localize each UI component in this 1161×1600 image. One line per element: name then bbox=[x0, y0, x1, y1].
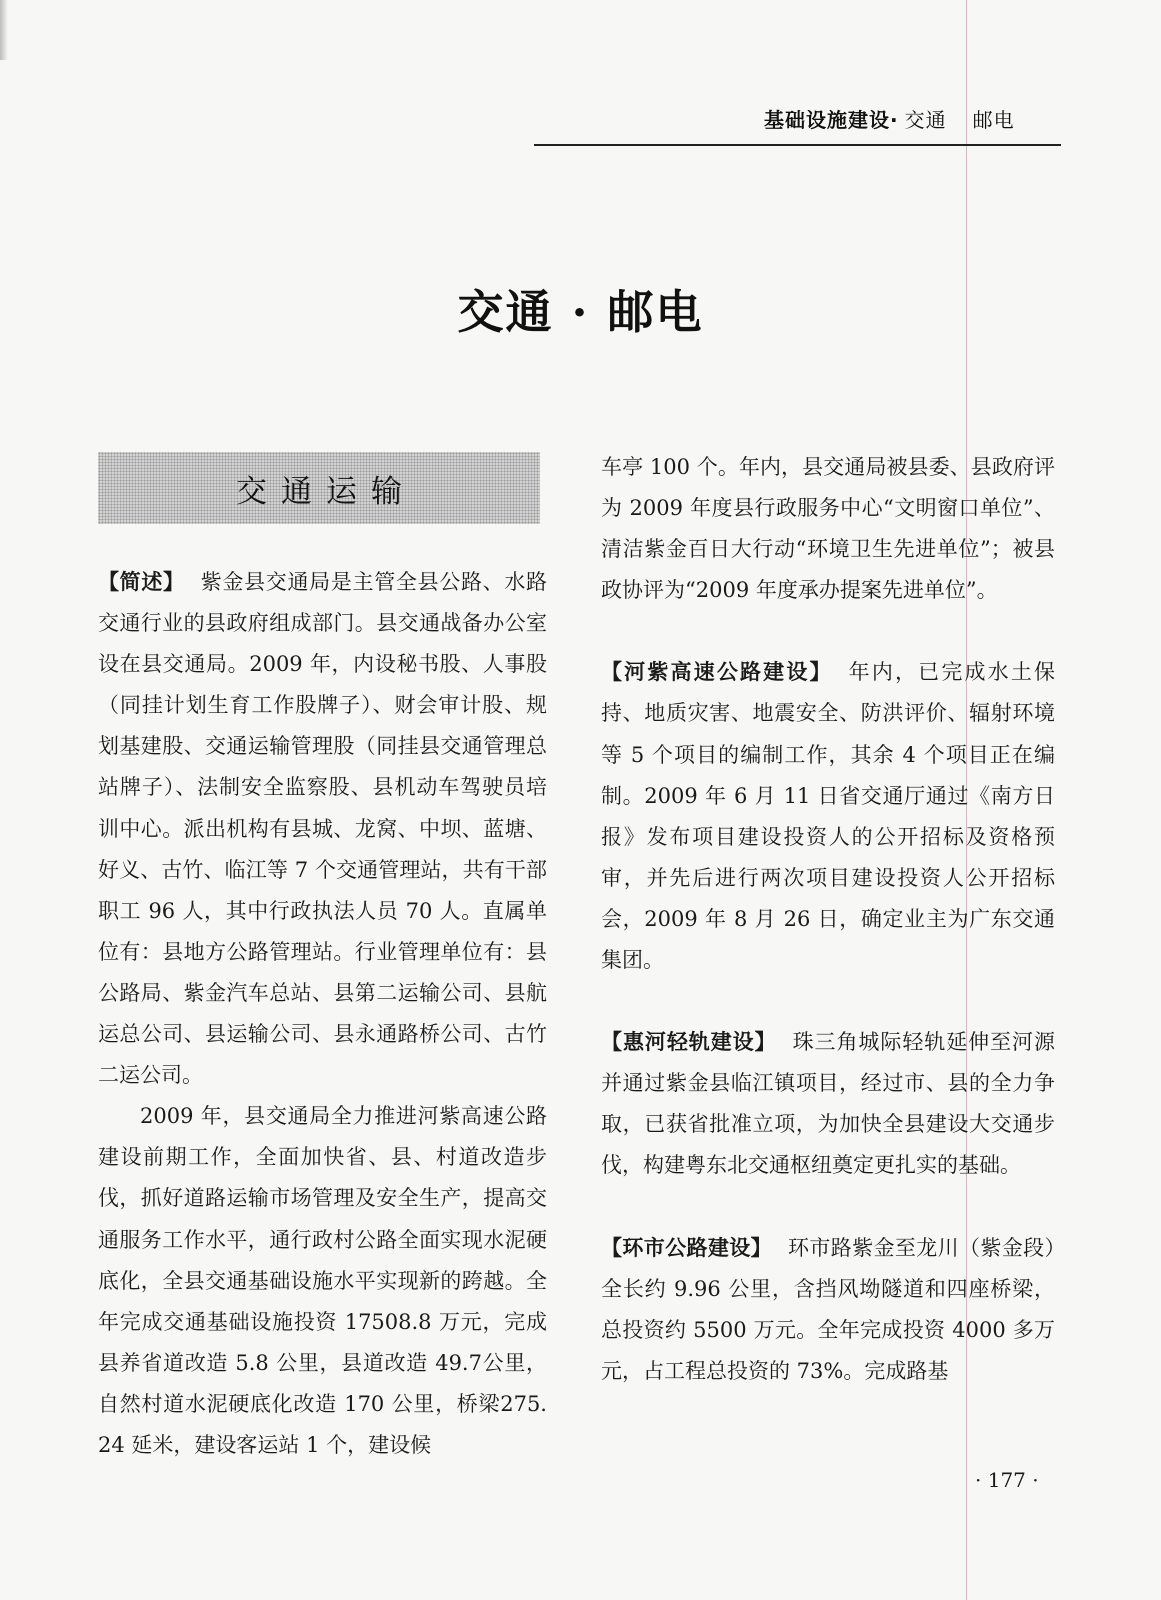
huihe-light-rail-text: 珠三角城际轻轨延伸至河源并通过紫金县临江镇项目，经过市、县的全力争取，已获省批准立项，为加快全县建设大交通步伐，构建粤东北交通枢纽奠定更扎实的基础。 bbox=[601, 1030, 1055, 1178]
header-separator: · bbox=[890, 108, 899, 132]
paragraph-overview bbox=[98, 562, 547, 1096]
paragraph-huihe-light-rail bbox=[601, 1022, 1055, 1186]
header-sub-post: 邮电 bbox=[972, 108, 1015, 132]
overview-tag: 【简述】 bbox=[98, 570, 185, 594]
paragraph-2009-summary: 2009 年，县交通局全力推进河紫高速公路建设前期工作，全面加快省、县、村道改造步伐，抓好道路运输市场管理及安全生产，提高交通服务工作水平，通行政村公路全面实现水泥硬底化，全县交通基础设施水平实现新的跨越。全年完成交通基础设施投资 17508.8 万元，完成县养省道改造 5.8 公里，县道改造 49.7公里，自然村道水泥硬底化改造 170 公里，桥梁275.24 延米，建设客运站 1 个，建设候 bbox=[98, 1104, 547, 1457]
hezi-expressway-text: 年内，已完成水土保持、地质灾害、地震安全、防洪评价、辐射环境等 5 个项目的编制工作，其余 4 个项目正在编制。2009 年 6 月 11 日省交通厅通过《南方日报》发布项目建设投资人的公开招标及资格预审，并先后进行两次项目建设投资人公开招标会，2009 年 8 月 26 日，确定业主为广东交通集团。 bbox=[601, 660, 1056, 973]
huihe-light-rail-tag: 【惠河轻轨建设】 bbox=[601, 1030, 777, 1055]
left-column bbox=[98, 562, 547, 1466]
section-title-box bbox=[98, 452, 540, 524]
section-gap bbox=[601, 1187, 1055, 1228]
page-number: · 177 · bbox=[975, 1468, 1039, 1492]
chapter-title: 交通 · 邮电 bbox=[457, 285, 704, 339]
overview-text: 紫金县交通局是主管全县公路、水路交通行业的县政府组成部门。县交通战备办公室设在县交通局。2009 年，内设秘书股、人事股（同挂计划生育工作股牌子）、财会审计股、规划基建股、交通运输管理股（同挂县交通管理总站牌子）、法制安全监察股、县机动车驾驶员培训中心。派出机构有县城、龙窝、中坝、蓝塘、好义、古竹、临江等 7 个交通管理站，共有干部职工 96 人，其中行政执法人员 70 人。直属单位有：县地方公路管理站。行业管理单位有：县公路局、紫金汽车总站、县第二运输公司、县航运总公司、县运输公司、县永通路桥公司、古竹二运公司。 bbox=[98, 570, 548, 1088]
section-title: 交通运输 bbox=[236, 473, 416, 510]
paragraph-continued: 车亭 100 个。年内，县交通局被县委、县政府评为 2009 年度县行政服务中心“文明窗口单位”、清洁紫金百日大行动“环境卫生先进单位”；被县政协评为“2009 年度承办提案先进单位”。 bbox=[601, 455, 1055, 603]
paragraph-hezi-expressway bbox=[601, 652, 1055, 981]
scan-edge-shadow bbox=[0, 0, 8, 60]
running-header bbox=[764, 104, 1015, 133]
section-gap bbox=[601, 981, 1055, 1022]
right-column bbox=[601, 447, 1055, 1392]
header-sub-transport: 交通 bbox=[904, 108, 947, 132]
ring-road-tag: 【环市公路建设】 bbox=[601, 1235, 772, 1260]
header-rule bbox=[534, 144, 1061, 146]
header-category: 基础设施建设 bbox=[764, 108, 890, 132]
hezi-expressway-tag: 【河紫高速公路建设】 bbox=[601, 660, 833, 685]
paragraph-ring-road bbox=[601, 1228, 1055, 1392]
section-gap bbox=[601, 611, 1055, 652]
ring-road-text: 环市路紫金至龙川（紫金段）全长约 9.96 公里，含挡风坳隧道和四座桥梁，总投资约 5500 万元。全年完成投资 4000 多万元，占工程总投资的 73%。完成路基 bbox=[601, 1235, 1055, 1383]
